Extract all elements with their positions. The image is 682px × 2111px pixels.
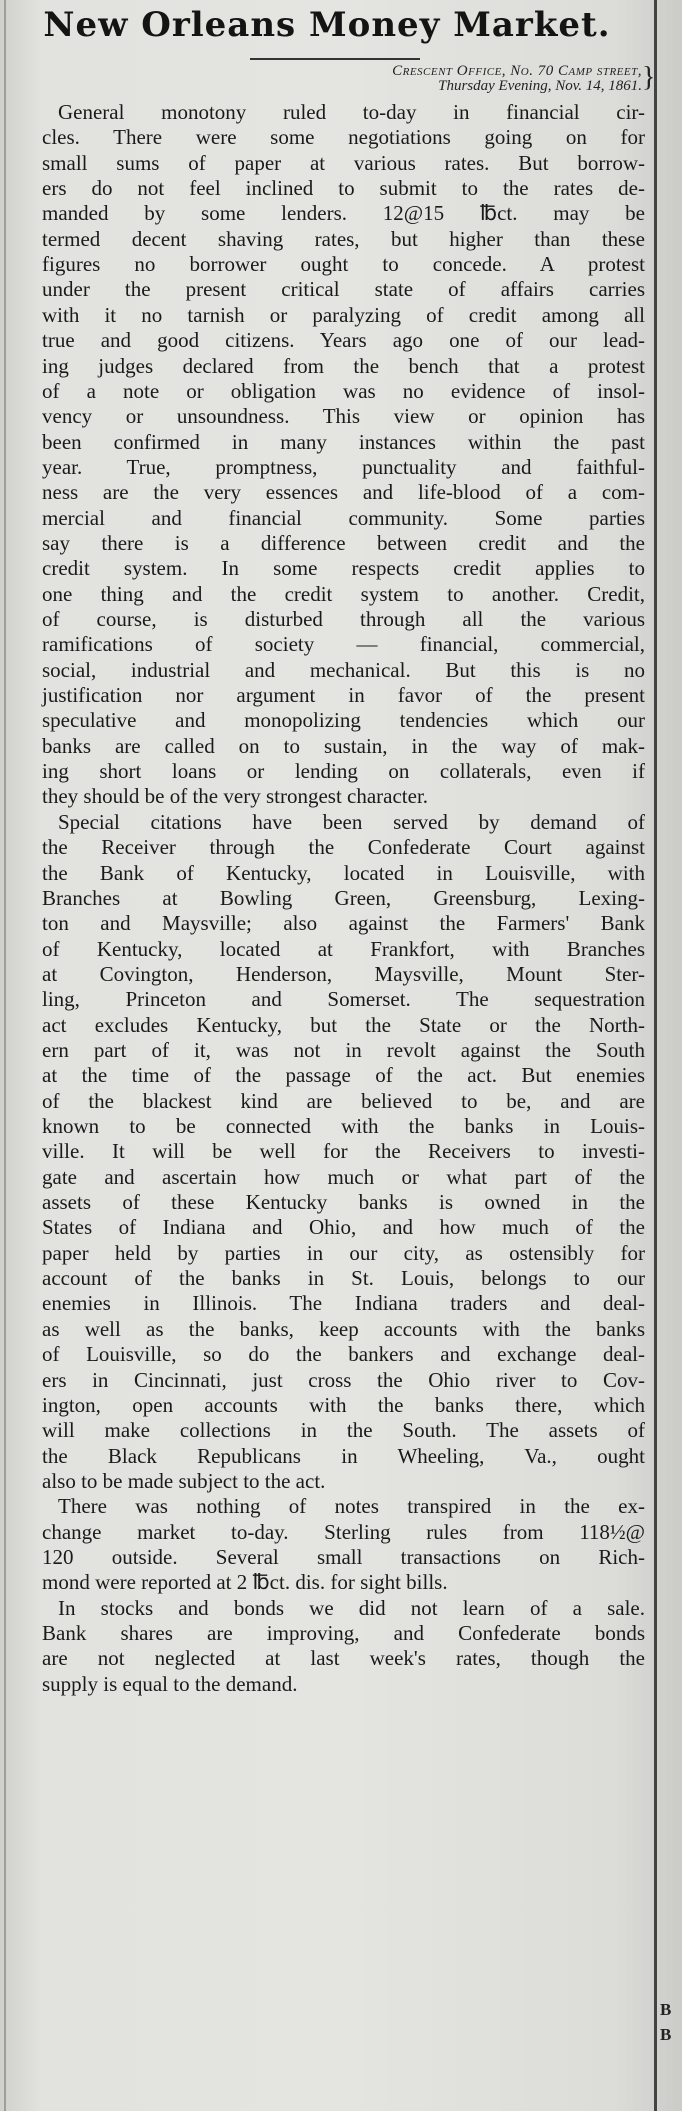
article-text-line: gate and ascertain how much or what part of the [42, 1165, 645, 1189]
article-text-line: been confirmed in many instances within the past [42, 430, 645, 454]
article-text-line: as well as the banks, keep accounts with the banks [42, 1317, 645, 1341]
dateline-brace: } [642, 62, 656, 93]
article-text-line: enemies in Illinois. The Indiana traders and deal- [42, 1291, 645, 1315]
article-text-line: the Receiver through the Confederate Court against [42, 835, 645, 859]
column-divider-rule [654, 0, 657, 2111]
article-text-line: ing judges declared from the bench that a protest [42, 354, 645, 378]
article-text-line: ers do not feel inclined to submit to the rates de- [42, 176, 645, 200]
article-text-line: one thing and the credit system to another. Credit, [42, 582, 645, 606]
dateline-date: Thursday Evening, Nov. 14, 1861. [438, 78, 642, 94]
article-text-line: under the present critical state of affairs carries [42, 277, 645, 301]
article-text-line: ton and Maysville; also against the Farmers' Bank [42, 911, 645, 935]
article-text-line: cles. There were some negotiations going on for [42, 125, 645, 149]
article-text-line: mercial and financial community. Some parties [42, 506, 645, 530]
article-text-line: ern part of it, was not in revolt against the South [42, 1038, 645, 1062]
article-text-line: at Covington, Henderson, Maysville, Mount Ster- [42, 962, 645, 986]
article-text-line: ling, Princeton and Somerset. The sequestration [42, 987, 645, 1011]
article-text-line: small sums of paper at various rates. But borrow- [42, 151, 645, 175]
article-text-line: act excludes Kentucky, but the State or the North- [42, 1013, 645, 1037]
article-text-line: true and good citizens. Years ago one of our lead- [42, 328, 645, 352]
article-text-line: of course, is disturbed through all the various [42, 607, 645, 631]
article-text-line: they should be of the very strongest character. [42, 784, 429, 808]
article-text-line: General monotony ruled to-day in financial cir- [58, 100, 645, 124]
article-text-line: the Black Republicans in Wheeling, Va., ought [42, 1444, 645, 1468]
article-text-line: will make collections in the South. The assets of [42, 1418, 645, 1442]
article-text-line: Bank shares are improving, and Confederate bonds [42, 1621, 645, 1645]
article-text-line: ramifications of society — financial, commercial, [42, 632, 645, 656]
article-text-line: with it no tarnish or paralyzing of credit among all [42, 303, 645, 327]
article-text-line: ville. It will be well for the Receivers to investi- [42, 1139, 645, 1163]
article-text-line: There was nothing of notes transpired in the ex- [58, 1494, 645, 1518]
article-text-line: say there is a difference between credit and the [42, 531, 645, 555]
article-text-line: States of Indiana and Ohio, and how much of the [42, 1215, 645, 1239]
article-text-line: Special citations have been served by demand of [58, 810, 645, 834]
adjacent-column-letter: B [660, 2000, 672, 2019]
left-edge-rule [4, 0, 6, 2111]
article-text-line: assets of these Kentucky banks is owned in the [42, 1190, 645, 1214]
article-text-line: In stocks and bonds we did not learn of a sale. [58, 1596, 645, 1620]
article-text-line: banks are called on to sustain, in the way of mak- [42, 734, 645, 758]
adjacent-column-letter: B [660, 2025, 672, 2044]
article-text-line: change market to-day. Sterling rules from 118½@ [42, 1520, 645, 1544]
article-text-line: Branches at Bowling Green, Greensburg, Lexing- [42, 886, 645, 910]
article-text-line: termed decent shaving rates, but higher than these [42, 227, 645, 251]
article-text-line: 120 outside. Several small transactions on Rich- [42, 1545, 645, 1569]
article-text-line: ness are the very essences and life-blood of a com- [42, 480, 645, 504]
article-text-line: ing short loans or lending on collaterals, even if [42, 759, 645, 783]
article-text-line: supply is equal to the demand. [42, 1672, 298, 1696]
article-text-line: mond were reported at 2 ℔ct. dis. for sight bills. [42, 1570, 448, 1594]
article-text-line: also to be made subject to the act. [42, 1469, 326, 1493]
article-text-line: ers in Cincinnati, just cross the Ohio river to Cov- [42, 1368, 645, 1392]
article-text-line: known to be connected with the banks in Louis- [42, 1114, 645, 1138]
article-text-line: manded by some lenders. 12@15 ℔ct. may be [42, 201, 645, 225]
article-text-line: are not neglected at last week's rates, though the [42, 1646, 645, 1670]
article-text-line: account of the banks in St. Louis, belongs to our [42, 1266, 645, 1290]
dateline-office [392, 63, 642, 79]
article-text-line: speculative and monopolizing tendencies which our [42, 708, 645, 732]
article-text-line: at the time of the passage of the act. But enemies [42, 1063, 645, 1087]
article-text-line: social, industrial and mechanical. But this is no [42, 658, 645, 682]
article-text-line: paper held by parties in our city, as ostensibly for [42, 1241, 645, 1265]
article-text-line: of Louisville, so do the bankers and exchange deal- [42, 1342, 645, 1366]
article-text-line: credit system. In some respects credit applies to [42, 556, 645, 580]
article-text-line: of a note or obligation was no evidence of insol- [42, 379, 645, 403]
article-text-line: justification nor argument in favor of the present [42, 683, 645, 707]
article-text-line: of the blackest kind are believed to be, and are [42, 1089, 645, 1113]
article-headline: New Orleans Money Market. [43, 5, 611, 45]
article-text-line: figures no borrower ought to concede. A protest [42, 252, 645, 276]
article-text-line: ington, open accounts with the banks there, which [42, 1393, 645, 1417]
headline-divider [250, 58, 420, 60]
article-text-line: of Kentucky, located at Frankfort, with Branches [42, 937, 645, 961]
article-text-line: vency or unsoundness. This view or opinion has [42, 404, 645, 428]
article-text-line: year. True, promptness, punctuality and faithful- [42, 455, 645, 479]
dateline-office-text: Crescent Office, No. 70 Camp street, [392, 63, 642, 79]
article-text-line: the Bank of Kentucky, located in Louisville, with [42, 861, 645, 885]
